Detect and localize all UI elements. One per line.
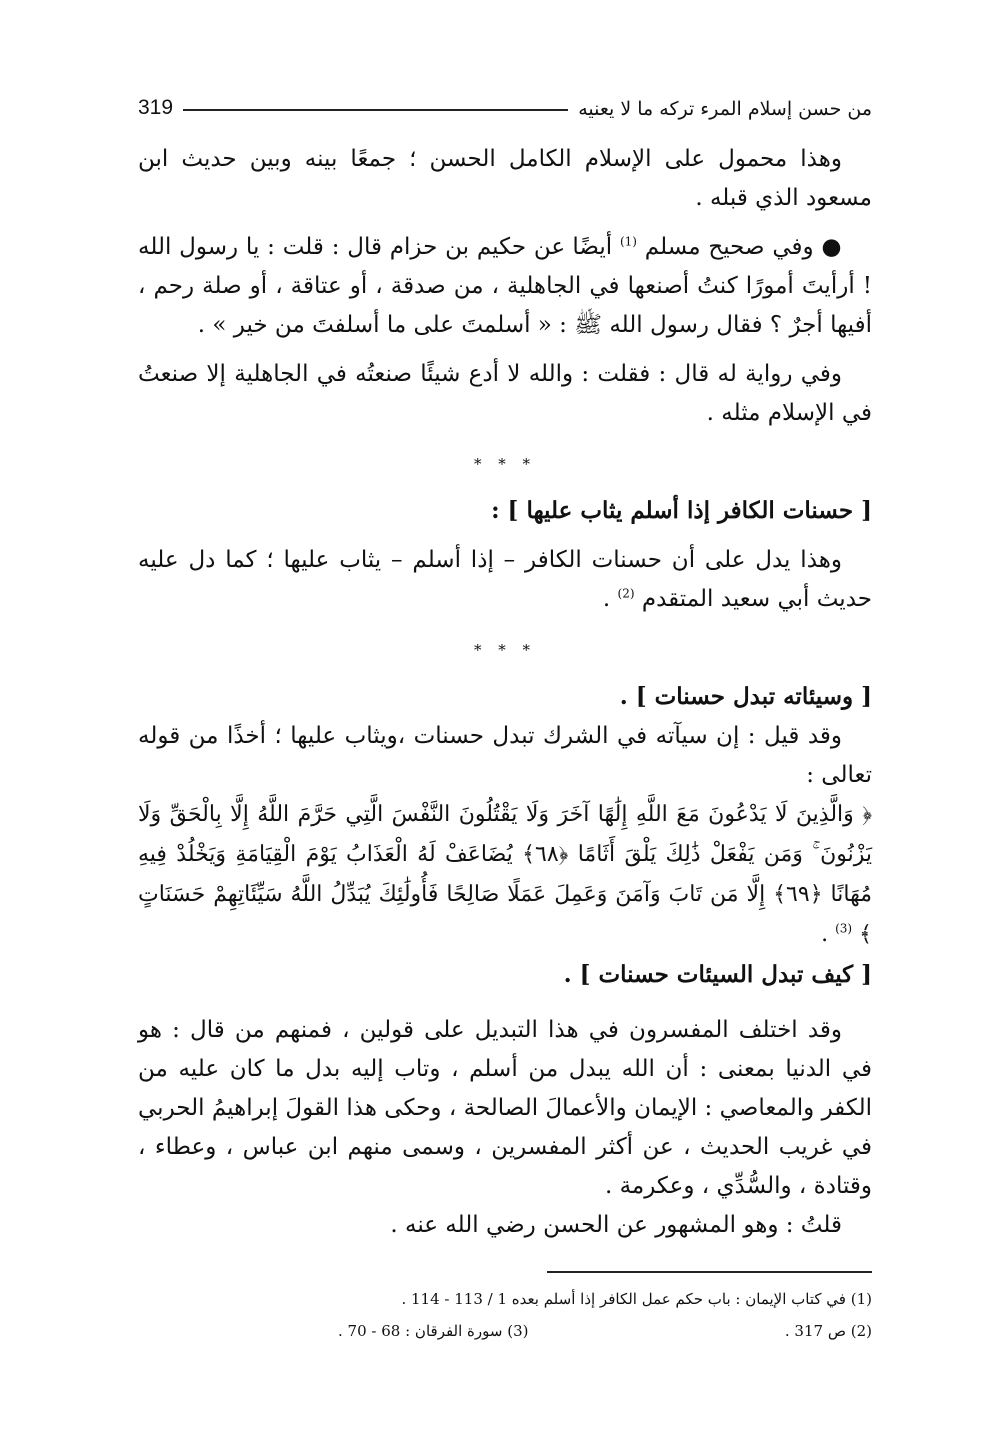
section-heading-3: [ كيف تبدل السيئات حسنات ] . bbox=[563, 961, 872, 988]
footnote-1: (1) في كتاب الإيمان : باب حكم عمل الكافر إذا أسلم بعده 1 / 113 - 114 . bbox=[401, 1290, 872, 1308]
book-page bbox=[138, 84, 872, 1346]
paragraph-7: قلتُ : وهو المشهور عن الحسن رضي الله عنه . bbox=[390, 1212, 842, 1238]
paragraph-5: وقد قيل : إن سيآته في الشرك تبدل حسنات ،ويثاب عليها ؛ أخذًا من قوله تعالى : bbox=[138, 723, 872, 788]
quran-verse-end: . bbox=[821, 922, 829, 947]
paragraph-4 bbox=[138, 541, 872, 619]
section-separator: * * * bbox=[473, 455, 537, 473]
footnotes-rule bbox=[547, 1271, 872, 1273]
page-number: 319 bbox=[138, 96, 174, 119]
paragraph-2-rest: أيضًا عن حكيم بن حزام قال : قلت : يا رسول الله ! أرأيتَ أمورًا كنتُ أصنعها في الجاهلية ، من صدقة ، أو عتاقة ، أو صلة رحم ، أفيها أجرٌ ؟ فقال رسول الله ﷺ : « أسلمتَ على ما أسلفتَ من خير » . bbox=[138, 234, 872, 338]
footnote-2: (2) ص 317 . bbox=[784, 1322, 872, 1340]
paragraph-6: وقد اختلف المفسرون في هذا التبديل على قولين ، فمنهم من قال : هو في الدنيا بمعنى : أن الله يبدل من أسلم ، وتاب إليه بدل ما كان عليه من الكفر والمعاصي : الإيمان والأعمالَ الصالحة ، وحكى هذا القولَ إبراهيمُ الحربي في غريب الحديث ، عن أكثر المفسرين ، وسمى منهم ابن عباس ، وعطاء ، وقتادة ، والسُّدِّي ، وعكرمة . bbox=[138, 1017, 872, 1199]
footnote-ref-1: (1) bbox=[619, 234, 637, 249]
header-rule bbox=[183, 109, 568, 111]
section-separator-2: * * * bbox=[473, 641, 537, 659]
footnote-ref-2: (2) bbox=[617, 586, 635, 601]
footnote-3: (3) سورة الفرقان : 68 - 70 . bbox=[338, 1322, 529, 1340]
section-heading-2: [ وسيئاته تبدل حسنات ] . bbox=[619, 683, 872, 710]
footnote-ref-3: (3) bbox=[835, 921, 853, 936]
paragraph-2-start: ● وفي صحيح مسلم bbox=[644, 234, 842, 260]
quran-verse-text: ﴿ وَالَّذِينَ لَا يَدْعُونَ مَعَ اللَّهِ إِلَٰهًا آخَرَ وَلَا يَقْتُلُونَ النَّفْسَ الَّتِي حَرَّمَ اللَّهُ إِلَّا بِالْحَقِّ وَلَا يَزْنُونَ ۚ وَمَن يَفْعَلْ ذَٰلِكَ يَلْقَ أَثَامًا ﴿٦٨﴾ يُضَاعَفْ لَهُ الْعَذَابُ يَوْمَ الْقِيَامَةِ وَيَخْلُدْ فِيهِ مُهَانًا ﴿٦٩﴾ إِلَّا مَن تَابَ وَآمَنَ وَعَمِلَ عَمَلًا صَالِحًا فَأُولَٰئِكَ يُبَدِّلُ اللَّهُ سَيِّئَاتِهِمْ حَسَنَاتٍ ﴾ bbox=[138, 802, 872, 947]
paragraph-4-end: . bbox=[602, 586, 611, 612]
running-title: من حسن إسلام المرء تركه ما لا يعنيه bbox=[578, 98, 872, 120]
footnotes-row bbox=[138, 1316, 872, 1346]
section-heading-1: [ حسنات الكافر إذا أسلم يثاب عليها ] : bbox=[491, 497, 872, 524]
paragraph-1: وهذا محمول على الإسلام الكامل الحسن ؛ جمعًا بينه وبين حديث ابن مسعود الذي قبله . bbox=[138, 146, 872, 211]
paragraph-3: وفي رواية له قال : فقلت : والله لا أدع شيئًا صنعتُه في الجاهلية إلا صنعتُ في الإسلام مثله . bbox=[138, 361, 872, 426]
quran-verse bbox=[138, 795, 872, 955]
page-header bbox=[138, 84, 872, 120]
paragraph-2 bbox=[138, 228, 872, 345]
paragraph-4-text: وهذا يدل على أن حسنات الكافر – إذا أسلم – يثاب عليها ؛ كما دل عليه حديث أبي سعيد المتقدم bbox=[138, 547, 872, 612]
